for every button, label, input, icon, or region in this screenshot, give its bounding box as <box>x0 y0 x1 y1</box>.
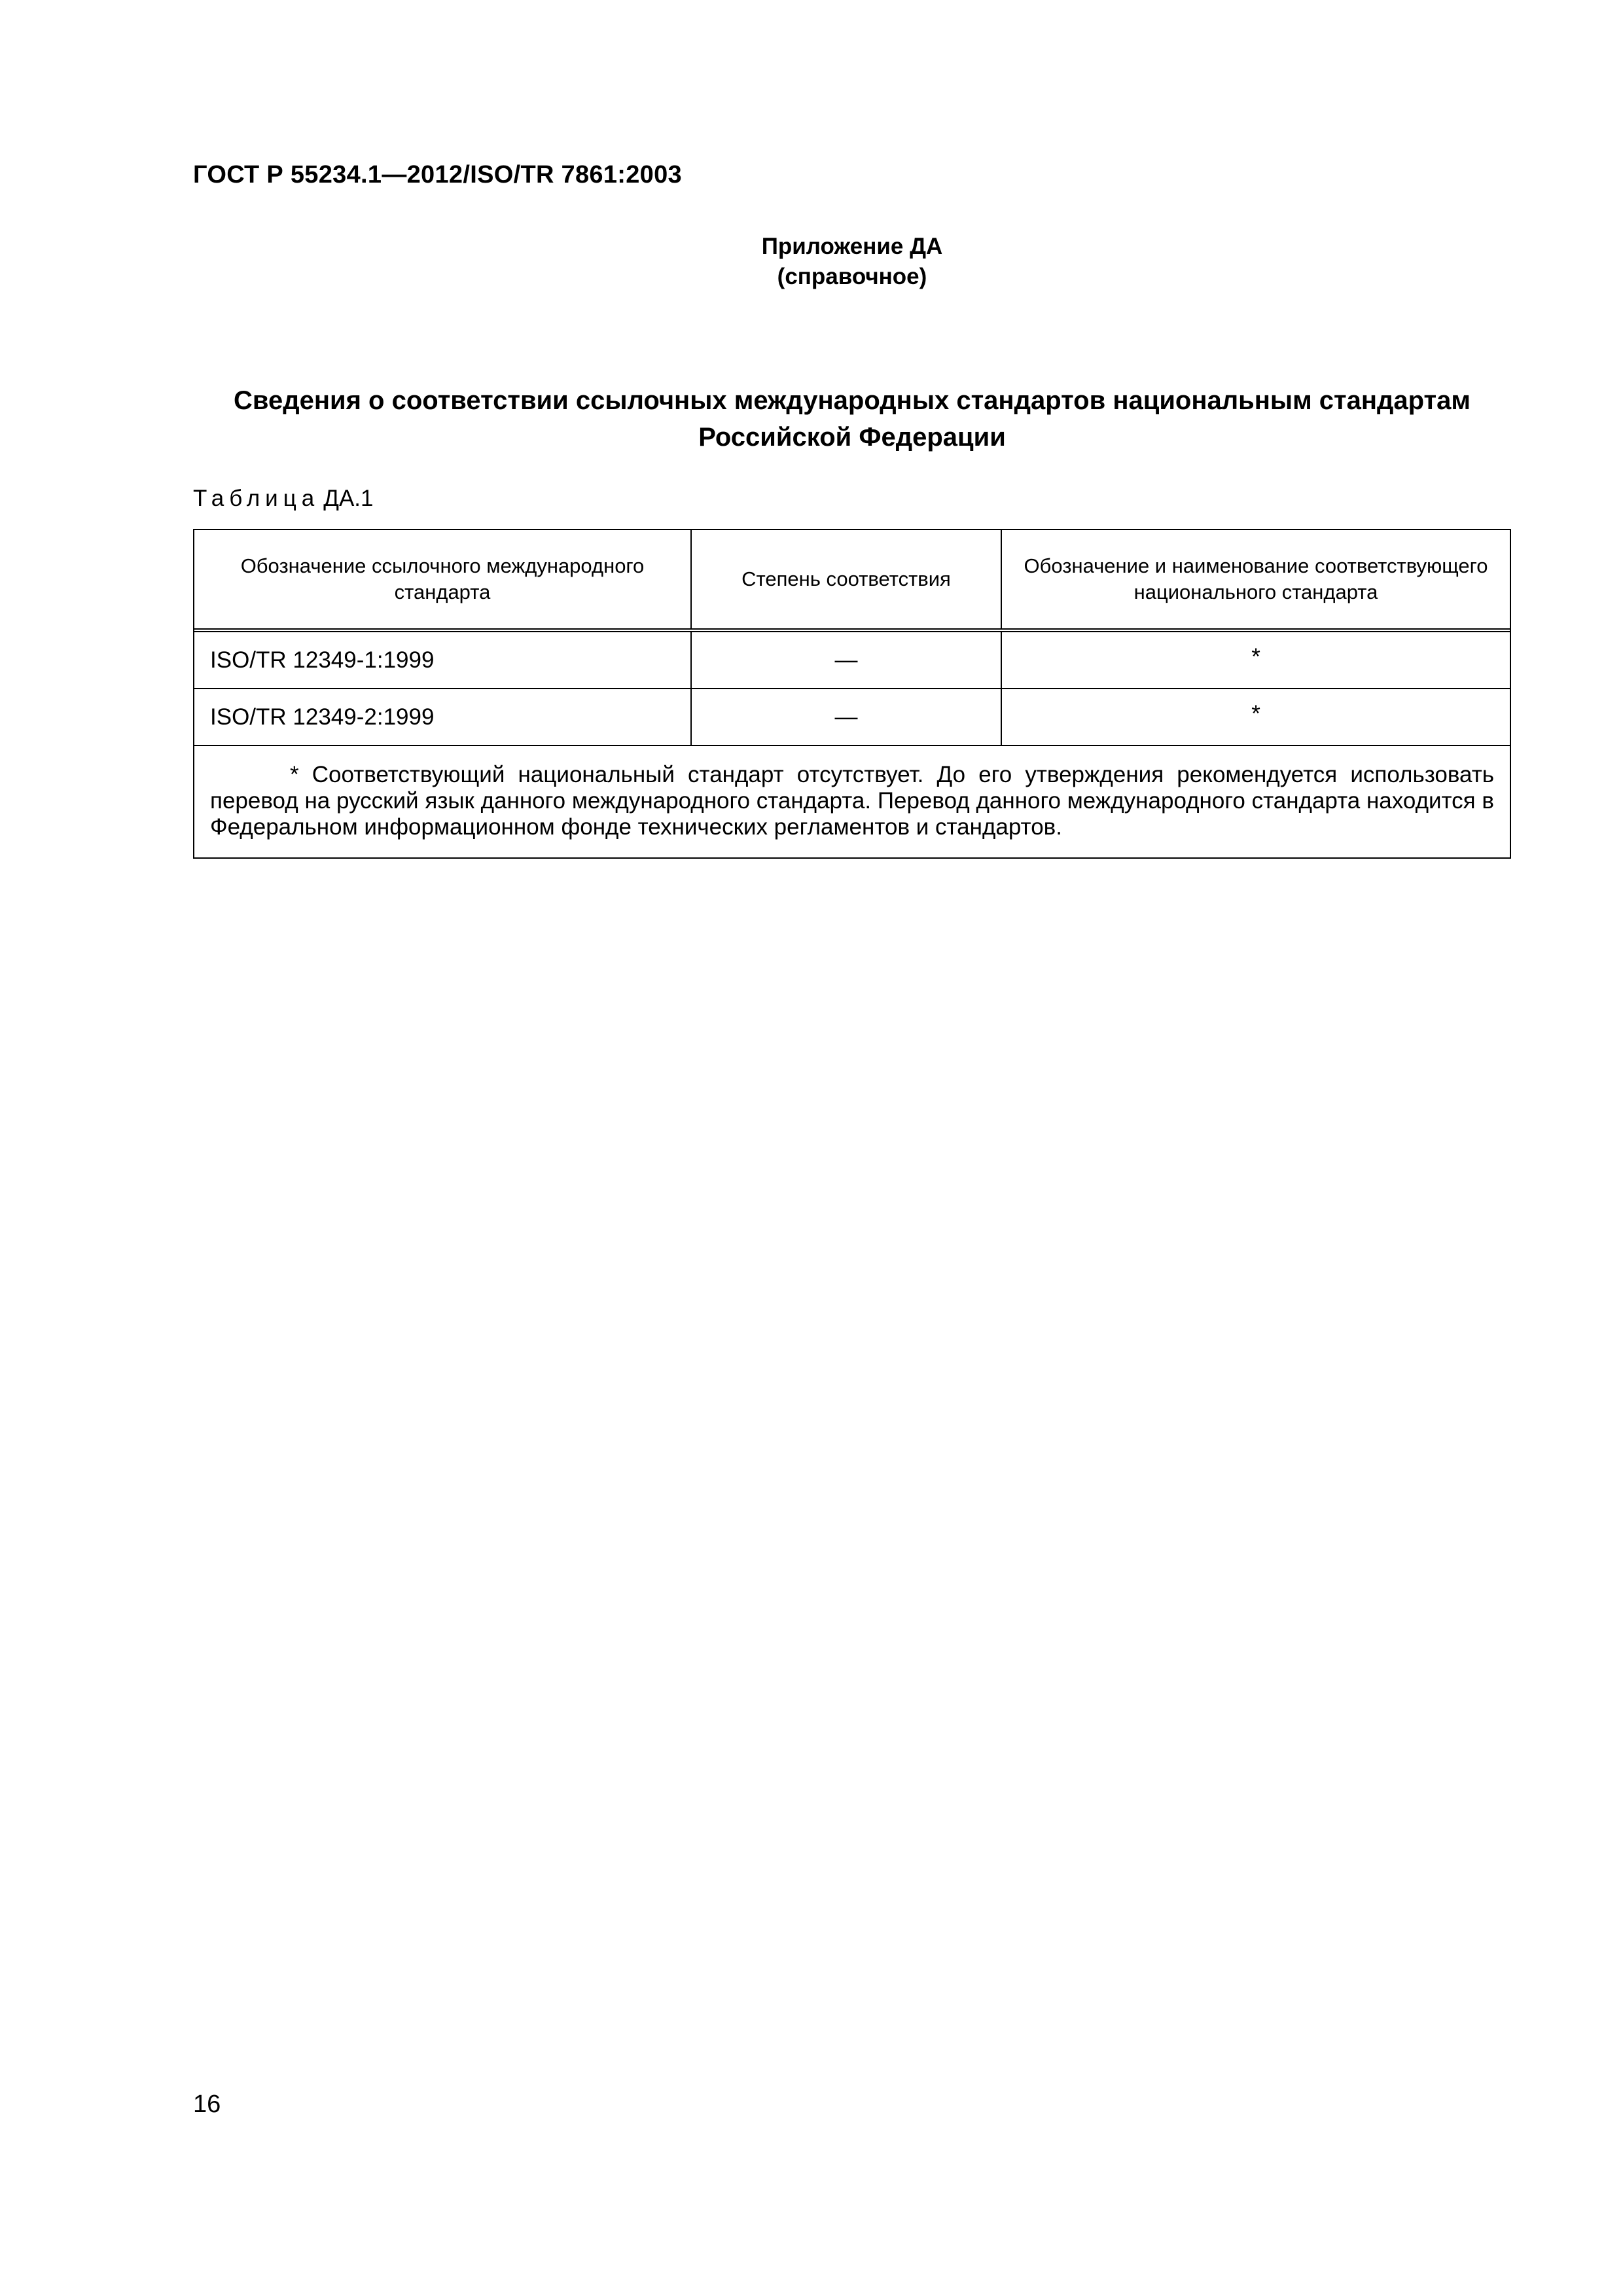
table-cell: * <box>1001 689 1510 745</box>
table-caption-number: ДА.1 <box>323 486 374 511</box>
table-cell: — <box>690 689 1001 745</box>
table-footnote-text: * Соответствующий национальный стандарт отсутствует. До его утверждения рекомендуется использовать перевод на русский язык данного международного стандарта. Перевод данного международного стандарта находится в Федеральном информационном фонде технических регламентов и стандартов. <box>210 762 1494 840</box>
table-caption-word: Таблица <box>193 486 320 511</box>
appendix-title: Приложение ДА <box>761 234 943 259</box>
page-title-line-1: Сведения о соответствии ссылочных международных стандартов национальным стандартам <box>234 386 1471 415</box>
table-header-cell: Обозначение и наименование соответствующего национального стандарта <box>1001 530 1510 628</box>
table-row <box>194 689 1510 746</box>
correspondence-table <box>193 529 1511 859</box>
table-header-row <box>194 530 1510 632</box>
table-cell: — <box>690 632 1001 688</box>
table-cell: ISO/TR 12349-2:1999 <box>210 704 435 730</box>
appendix-heading <box>193 232 1511 292</box>
table-cell: ISO/TR 12349-1:1999 <box>210 647 435 673</box>
table-header-cell: Степень соответствия <box>690 530 1001 628</box>
table-footnote <box>194 746 1510 857</box>
document-code: ГОСТ Р 55234.1—2012/ISO/TR 7861:2003 <box>193 161 682 188</box>
page-number: 16 <box>193 2090 221 2118</box>
table-row <box>194 632 1510 689</box>
page-title <box>193 382 1511 456</box>
table-cell: * <box>1001 632 1510 688</box>
table-header-cell: Обозначение ссылочного международного стандарта <box>240 554 645 603</box>
table-caption <box>193 486 373 512</box>
appendix-subtitle: (справочное) <box>777 264 927 289</box>
page-title-line-2: Российской Федерации <box>698 423 1006 452</box>
